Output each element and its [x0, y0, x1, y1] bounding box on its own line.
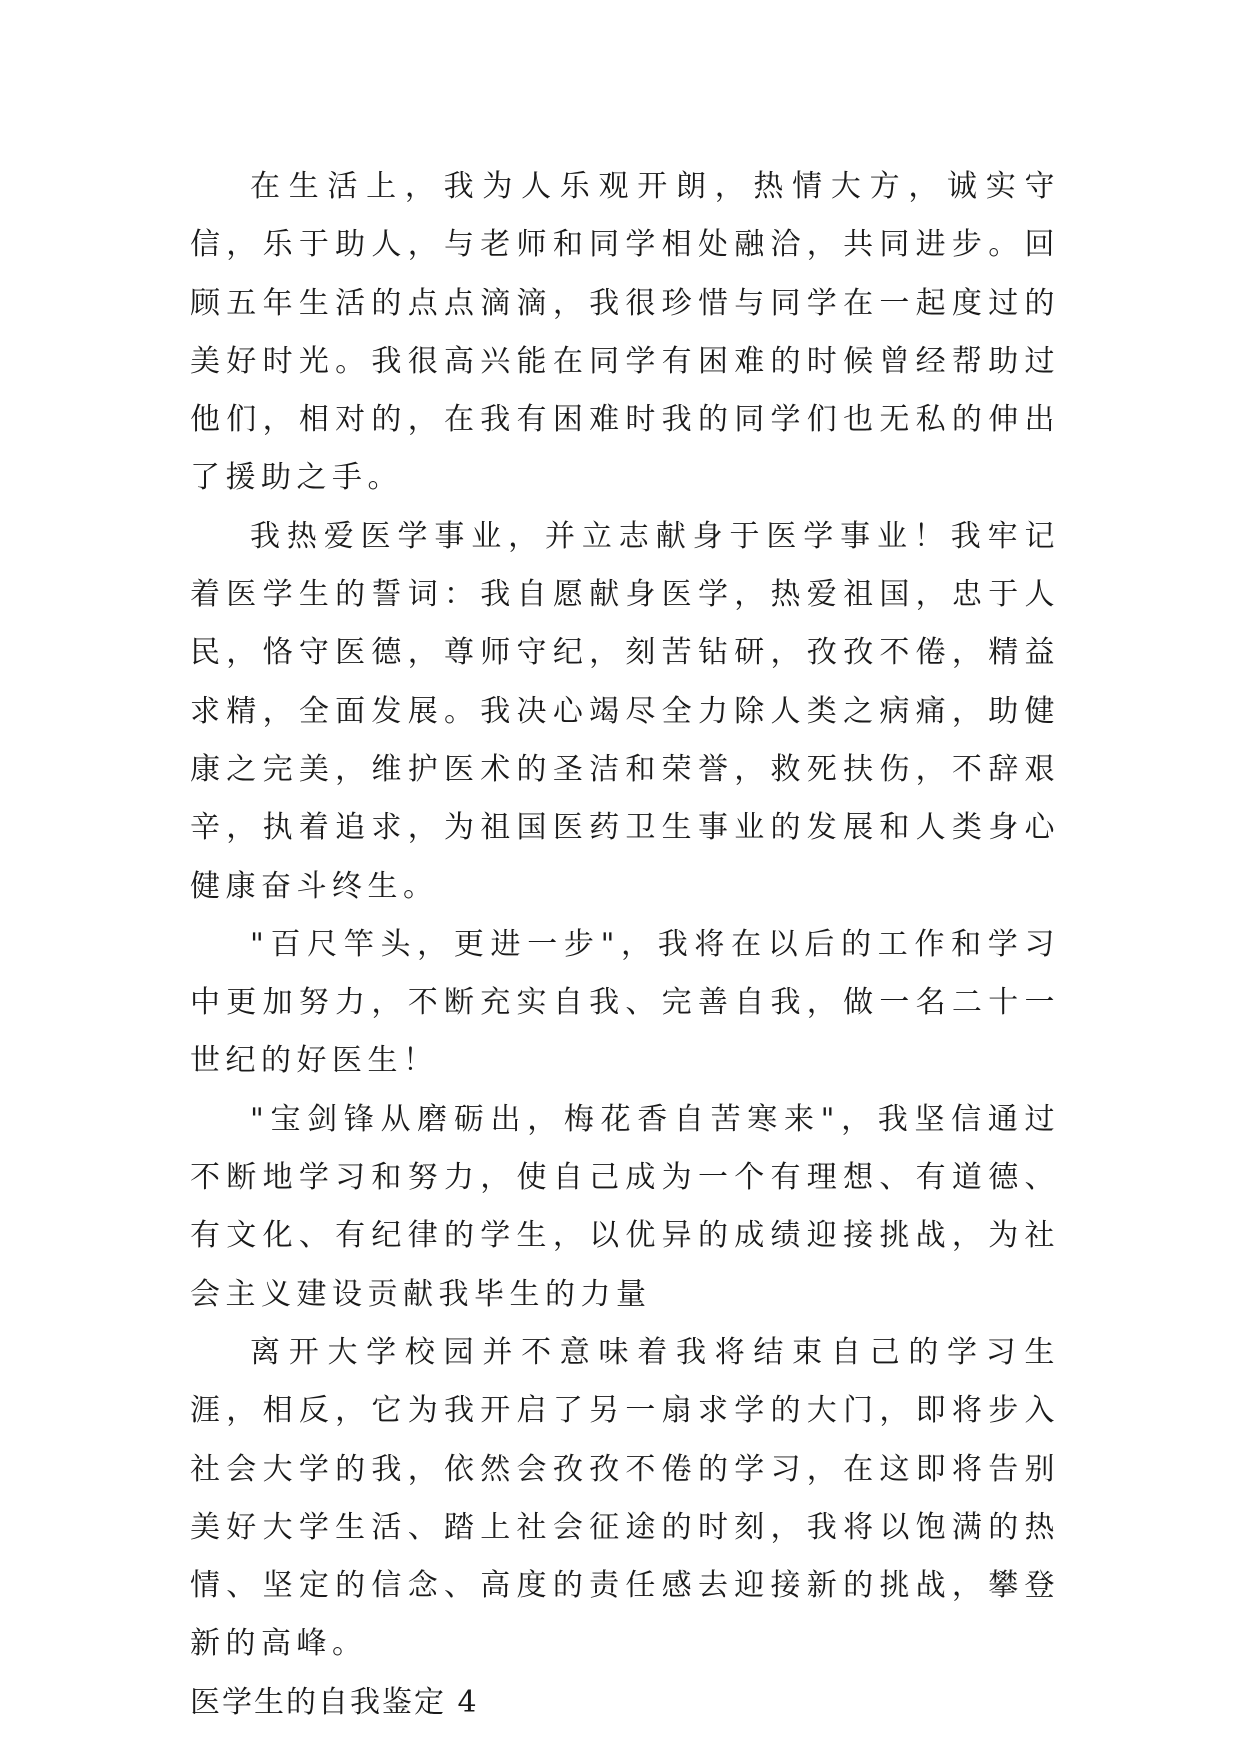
paragraph-leaving-campus: 离开大学校园并不意味着我将结束自己的学习生涯，相反，它为我开启了另一扇求学的大门，即将步入社会大学的我，依然会孜孜不倦的学习，在这即将告别美好大学生活、踏上社会征途的时刻，我将以饱满的热情、坚定的信念、高度的责任感去迎接新的挑战，攀登新的高峰。 [190, 1334, 1060, 1662]
document-body [190, 158, 1060, 1732]
paragraph-perseverance: "宝剑锋从磨砺出，梅花香自苦寒来"，我坚信通过不断地学习和努力，使自己成为一个有理想、有道德、有文化、有纪律的学生，以优异的成绩迎接挑战，为社会主义建设贡献我毕生的力量 [190, 1101, 1060, 1312]
paragraph-progress: "百尺竿头，更进一步"，我将在以后的工作和学习中更加努力，不断充实自我、完善自我，做一名二十一世纪的好医生！ [190, 926, 1060, 1079]
section-heading: 医学生的自我鉴定 4 [190, 1684, 479, 1720]
paragraph-life: 在生活上，我为人乐观开朗，热情大方，诚实守信，乐于助人，与老师和同学相处融洽，共同进步。回顾五年生活的点点滴滴，我很珍惜与同学在一起度过的美好时光。我很高兴能在同学有困难的时候曾经帮助过他们，相对的，在我有困难时我的同学们也无私的伸出了援助之手。 [190, 169, 1060, 496]
paragraph-medical-career: 我热爱医学事业，并立志献身于医学事业！我牢记着医学生的誓词：我自愿献身医学，热爱祖国，忠于人民，恪守医德，尊师守纪，刻苦钻研，孜孜不倦，精益求精，全面发展。我决心竭尽全力除人类之病痛，助健康之完美，维护医术的圣洁和荣誉，救死扶伤，不辞艰辛，执着追求，为祖国医药卫生事业的发展和人类身心健康奋斗终生。 [190, 518, 1060, 904]
